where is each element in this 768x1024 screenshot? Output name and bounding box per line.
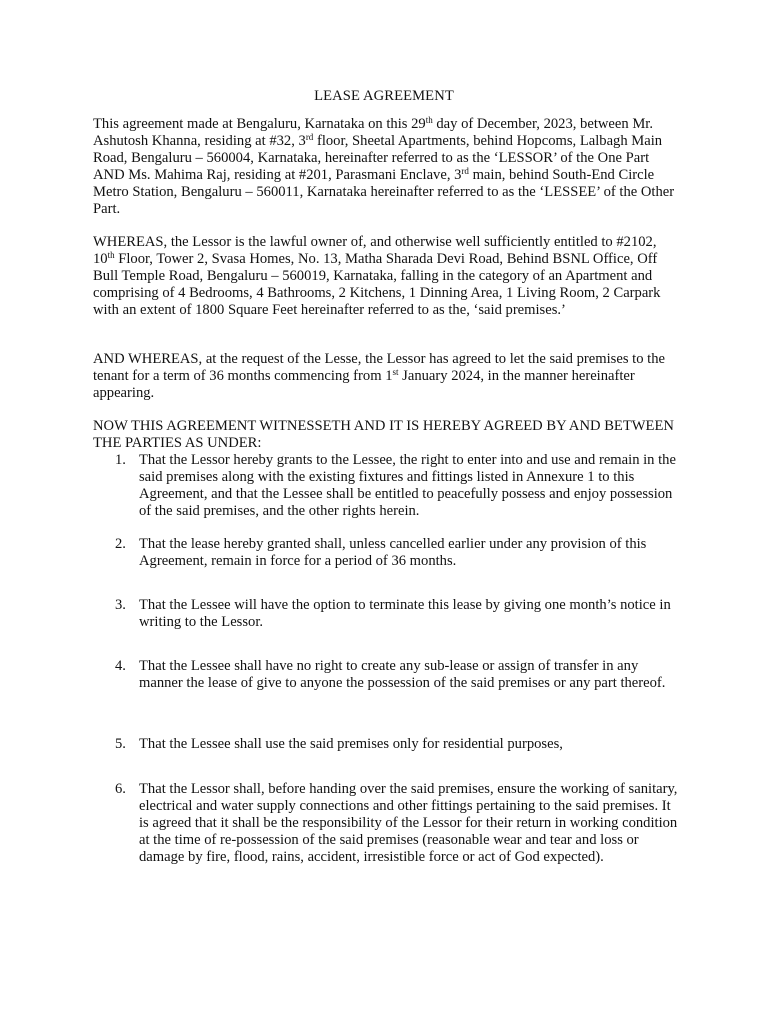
clause-1 [93,452,678,520]
intro-text-1: This agreement made at Bengaluru, Karnataka on this 29 [93,116,426,132]
clause-number: 3. [115,597,126,613]
intro-paragraph [93,116,678,218]
and-whereas-text-2: January 2024, in the manner hereinafter appearing. [93,368,635,401]
whereas-text-1: WHEREAS, the Lessor is the lawful owner of, and otherwise well sufficiently entitled to #2102, 10 [93,234,657,267]
clause-text: That the Lessee shall have no right to create any sub-lease or assign of transfer in any manner the lease of give to anyone the possession of the said premises or any part thereof. [139,658,666,691]
whereas-sup-1: th [107,250,115,260]
clause-text: That the Lessee will have the option to terminate this lease by giving one month’s notice in writing to the Lessor. [139,597,671,630]
and-whereas-sup-1: st [392,367,399,377]
and-whereas-text-1: AND WHEREAS, at the request of the Lesse, the Lessor has agreed to let the said premises to the tenant for a term of 36 months commencing from 1 [93,351,665,384]
whereas-text-2: Floor, Tower 2, Svasa Homes, No. 13, Matha Sharada Devi Road, Behind BSNL Office, Off Bull Temple Road, Bengaluru – 560019, Karnataka, falling in the category of an Apartment and comprising of 4 Bedrooms, 4 Bathrooms, 2 Kitchens, 1 Dinning Area, 1 Living Room, 2 Carpark with an extent of 1800 Square Feet hereinafter referred to as the, ‘said premises.’ [93,251,661,318]
intro-sup-3: rd [461,166,469,176]
intro-text-4: main, behind South-End Circle Metro Station, Bengaluru – 560011, Karnataka hereinafter referred to as the ‘LESSEE’ of the Other Part. [93,167,675,217]
and-whereas-paragraph [93,351,678,402]
clause-number: 1. [115,452,126,468]
whereas-paragraph [93,234,678,319]
intro-sup-2: rd [305,132,314,142]
clause-number: 4. [115,658,126,674]
clause-6 [93,781,678,866]
now-this-paragraph: NOW THIS AGREEMENT WITNESSETH AND IT IS HEREBY AGREED BY AND BETWEEN THE PARTIES AS UNDER: [93,418,674,451]
clause-text: That the lease hereby granted shall, unless cancelled earlier under any provision of this Agreement, remain in force for a period of 36 months. [139,536,647,569]
clause-number: 6. [115,781,126,797]
intro-sup-1: th [425,115,433,125]
clause-text: That the Lessor shall, before handing over the said premises, ensure the working of sanitary, electrical and water supply connections and other fittings pertaining to the said premises. It is agreed that it shall be the responsibility of the Lessor for their return in working condition at the time of re-possession of the said premises (reasonable wear and tear and loss or damage by fire, flood, rains, accident, irresistible force or act of God expected). [139,781,678,865]
clause-3 [93,597,678,631]
clause-number: 2. [115,536,126,552]
clause-text: That the Lessee shall use the said premises only for residential purposes, [139,736,563,752]
intro-text-3: floor, Sheetal Apartments, behind Hopcoms, Lalbagh Main Road, Bengaluru – 560004, Karnataka, hereinafter referred to as the ‘LESSOR’ of the One Part AND Ms. Mahima Raj, residing at #201, Parasmani Enclave, 3 [93,133,663,183]
clause-number: 5. [115,736,126,752]
clause-text: That the Lessor hereby grants to the Lessee, the right to enter into and use and remain in the said premises along with the existing fixtures and fittings listed in Annexure 1 to this Agreement, and that the Lessee shall be entitled to peacefully possess and enjoy possession of the said premises, and the other rights herein. [139,452,676,519]
clause-2 [93,536,678,570]
page-title: LEASE AGREEMENT [314,88,454,104]
clause-5 [93,736,678,753]
intro-text-2: day of December, 2023, between Mr. Ashutosh Khanna, residing at #32, 3 [93,116,654,149]
clause-4 [93,658,678,692]
